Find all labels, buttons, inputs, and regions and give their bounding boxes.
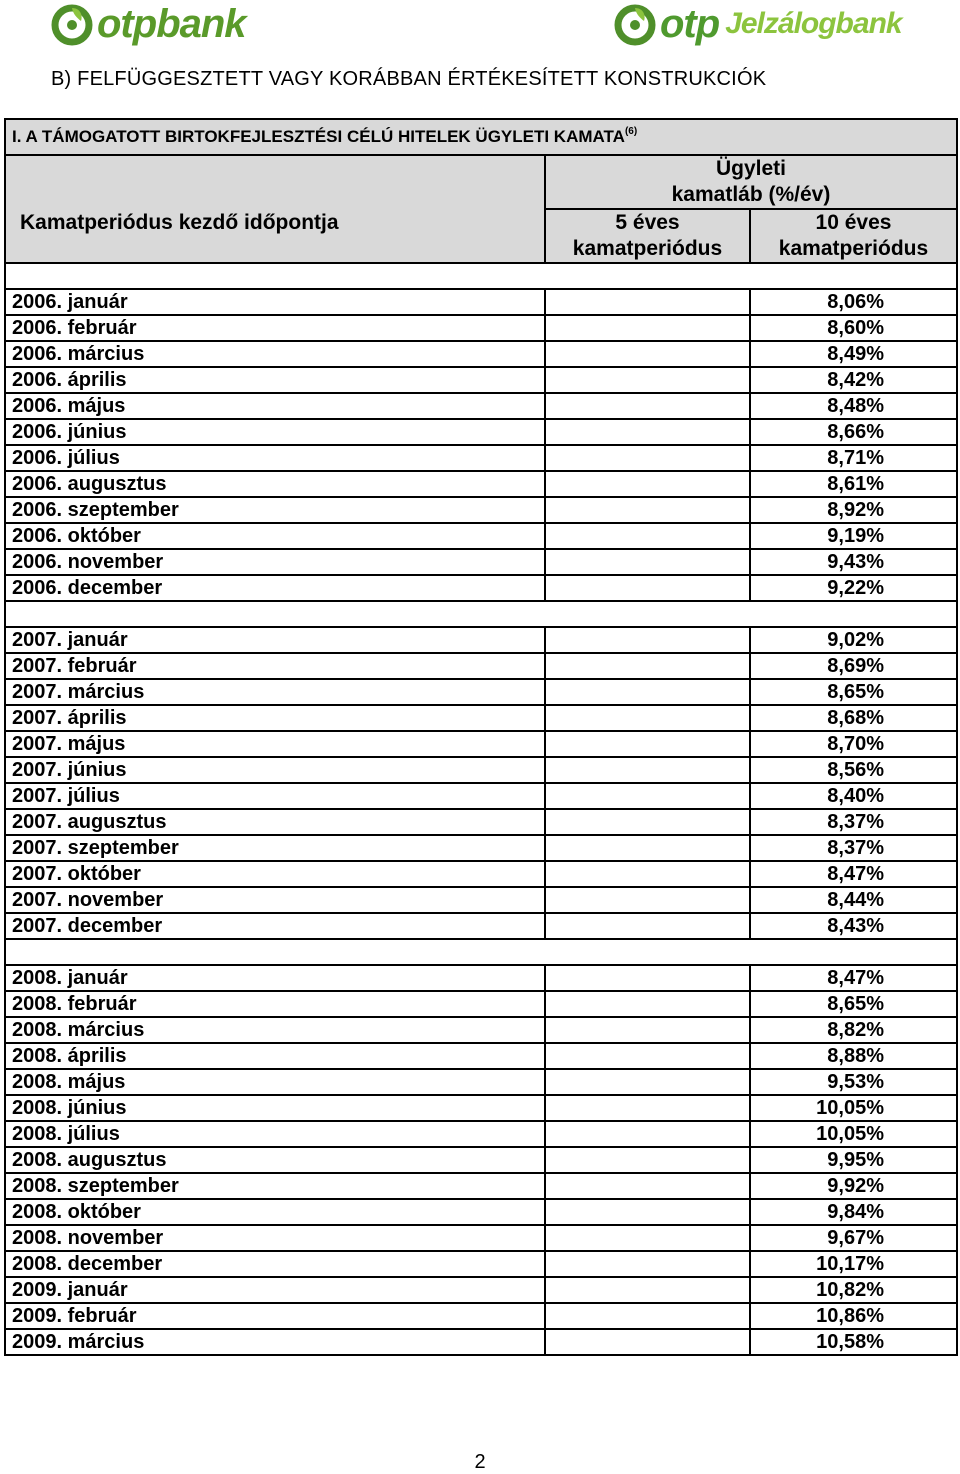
five-year-rate-cell	[545, 367, 750, 393]
period-cell: 2007. június	[5, 757, 545, 783]
table-row	[5, 445, 957, 471]
five-year-header-line1: 5 éves	[615, 211, 680, 234]
ten-year-rate-cell: 8,65%	[750, 991, 957, 1017]
five-year-rate-cell	[545, 913, 750, 939]
table-row	[5, 1095, 957, 1121]
ten-year-rate-cell: 8,56%	[750, 757, 957, 783]
five-year-rate-cell	[545, 471, 750, 497]
table-row	[5, 367, 957, 393]
footnote-ref: (6)	[624, 126, 638, 137]
table-row	[5, 887, 957, 913]
ten-year-rate-cell: 8,44%	[750, 887, 957, 913]
table-row	[5, 991, 957, 1017]
five-year-rate-cell	[545, 1251, 750, 1277]
ten-year-rate-cell: 9,84%	[750, 1199, 957, 1225]
table-row	[5, 835, 957, 861]
spacer-cell	[5, 601, 957, 627]
five-year-rate-cell	[545, 835, 750, 861]
ten-year-rate-cell: 8,71%	[750, 445, 957, 471]
spacer-cell	[5, 939, 957, 965]
ten-year-rate-cell: 9,53%	[750, 1069, 957, 1095]
table-row	[5, 575, 957, 601]
ten-year-rate-cell: 10,82%	[750, 1277, 957, 1303]
table-row	[5, 1069, 957, 1095]
period-cell: 2008. május	[5, 1069, 545, 1095]
group-spacer-row	[5, 263, 957, 289]
ten-year-rate-cell: 8,65%	[750, 679, 957, 705]
period-cell: 2008. szeptember	[5, 1173, 545, 1199]
table-row	[5, 1225, 957, 1251]
five-year-rate-cell	[545, 965, 750, 991]
period-cell: 2006. március	[5, 341, 545, 367]
otp-leaf-icon	[50, 2, 94, 46]
period-cell: 2007. augusztus	[5, 809, 545, 835]
ten-year-rate-cell: 8,42%	[750, 367, 957, 393]
table-row	[5, 1251, 957, 1277]
five-year-rate-cell	[545, 653, 750, 679]
ten-year-rate-cell: 8,88%	[750, 1043, 957, 1069]
period-cell: 2007. március	[5, 679, 545, 705]
table-title-row	[5, 119, 957, 155]
five-year-rate-cell	[545, 757, 750, 783]
five-year-header	[545, 209, 750, 263]
table-row	[5, 471, 957, 497]
period-cell: 2008. november	[5, 1225, 545, 1251]
otp-jelzalogbank-logo	[613, 2, 902, 46]
period-cell: 2008. október	[5, 1199, 545, 1225]
period-cell: 2006. augusztus	[5, 471, 545, 497]
table-row	[5, 1329, 957, 1355]
period-cell: 2008. június	[5, 1095, 545, 1121]
table-title-text: I. A TÁMOGATOTT BIRTOKFEJLESZTÉSI CÉLÚ HITELEK ÜGYLETI KAMATA	[12, 127, 625, 146]
ten-year-rate-cell: 8,47%	[750, 861, 957, 887]
period-cell: 2006. november	[5, 549, 545, 575]
ten-year-rate-cell: 8,68%	[750, 705, 957, 731]
otp-leaf-icon	[613, 2, 657, 46]
table-row	[5, 523, 957, 549]
ten-year-rate-cell: 10,17%	[750, 1251, 957, 1277]
interest-rate-table	[4, 118, 958, 1356]
table-row	[5, 419, 957, 445]
table-row	[5, 627, 957, 653]
period-cell: 2006. június	[5, 419, 545, 445]
table-row	[5, 1121, 957, 1147]
period-cell: 2006. október	[5, 523, 545, 549]
table-row	[5, 1017, 957, 1043]
five-year-rate-cell	[545, 1147, 750, 1173]
period-cell: 2006. szeptember	[5, 497, 545, 523]
ten-year-rate-cell: 8,61%	[750, 471, 957, 497]
rate-header-line2: kamatláb (%/év)	[671, 183, 831, 206]
ten-year-rate-cell: 8,69%	[750, 653, 957, 679]
group-spacer-row	[5, 939, 957, 965]
five-year-rate-cell	[545, 809, 750, 835]
five-year-rate-cell	[545, 887, 750, 913]
ten-year-rate-cell: 8,66%	[750, 419, 957, 445]
ten-year-rate-cell: 8,60%	[750, 315, 957, 341]
table-row	[5, 497, 957, 523]
ten-year-rate-cell: 8,37%	[750, 809, 957, 835]
table-row	[5, 549, 957, 575]
spacer-cell	[5, 263, 957, 289]
period-cell: 2008. december	[5, 1251, 545, 1277]
five-year-rate-cell	[545, 497, 750, 523]
group-spacer-row	[5, 601, 957, 627]
period-cell: 2008. július	[5, 1121, 545, 1147]
period-cell: 2007. július	[5, 783, 545, 809]
five-year-rate-cell	[545, 1121, 750, 1147]
five-year-rate-cell	[545, 731, 750, 757]
five-year-rate-cell	[545, 549, 750, 575]
ten-year-rate-cell: 8,82%	[750, 1017, 957, 1043]
otp-logo-text: otp	[660, 2, 720, 46]
table-row	[5, 1173, 957, 1199]
period-cell: 2009. január	[5, 1277, 545, 1303]
ten-year-header-line2: kamatperiódus	[778, 237, 929, 260]
otpbank-logo	[50, 2, 246, 46]
header-logos	[0, 0, 960, 52]
period-cell: 2007. április	[5, 705, 545, 731]
five-year-rate-cell	[545, 679, 750, 705]
period-cell: 2007. december	[5, 913, 545, 939]
table-row	[5, 289, 957, 315]
ten-year-rate-cell: 10,86%	[750, 1303, 957, 1329]
five-year-rate-cell	[545, 341, 750, 367]
period-start-header	[5, 155, 545, 263]
table-row	[5, 965, 957, 991]
ten-year-rate-cell: 8,47%	[750, 965, 957, 991]
five-year-rate-cell	[545, 575, 750, 601]
ten-year-rate-cell: 8,70%	[750, 731, 957, 757]
period-cell: 2008. március	[5, 1017, 545, 1043]
ten-year-rate-cell: 10,05%	[750, 1095, 957, 1121]
period-cell: 2007. november	[5, 887, 545, 913]
table-row	[5, 913, 957, 939]
table-row	[5, 679, 957, 705]
table-row	[5, 1303, 957, 1329]
ten-year-header	[750, 209, 957, 263]
ten-year-rate-cell: 8,37%	[750, 835, 957, 861]
five-year-rate-cell	[545, 315, 750, 341]
ten-year-rate-cell: 9,67%	[750, 1225, 957, 1251]
ten-year-header-line1: 10 éves	[815, 211, 892, 234]
period-cell: 2009. február	[5, 1303, 545, 1329]
ten-year-rate-cell: 8,43%	[750, 913, 957, 939]
ten-year-rate-cell: 8,06%	[750, 289, 957, 315]
five-year-rate-cell	[545, 445, 750, 471]
period-cell: 2007. január	[5, 627, 545, 653]
five-year-rate-cell	[545, 289, 750, 315]
five-year-rate-cell	[545, 783, 750, 809]
ten-year-rate-cell: 9,43%	[750, 549, 957, 575]
period-cell: 2007. május	[5, 731, 545, 757]
rate-header-line1: Ügyleti	[715, 157, 786, 180]
five-year-rate-cell	[545, 1329, 750, 1355]
table-row	[5, 783, 957, 809]
five-year-rate-cell	[545, 1199, 750, 1225]
period-cell: 2006. május	[5, 393, 545, 419]
five-year-rate-cell	[545, 419, 750, 445]
period-cell: 2006. december	[5, 575, 545, 601]
ten-year-rate-cell: 8,48%	[750, 393, 957, 419]
otpbank-logo-text: otpbank	[97, 2, 246, 46]
ten-year-rate-cell: 9,02%	[750, 627, 957, 653]
period-cell: 2008. április	[5, 1043, 545, 1069]
jelzalogbank-logo-text: Jelzálogbank	[725, 7, 902, 40]
five-year-rate-cell	[545, 1303, 750, 1329]
five-year-rate-cell	[545, 991, 750, 1017]
five-year-rate-cell	[545, 1069, 750, 1095]
table-row	[5, 1199, 957, 1225]
five-year-rate-cell	[545, 1225, 750, 1251]
ten-year-rate-cell: 9,92%	[750, 1173, 957, 1199]
table-row	[5, 809, 957, 835]
section-title: B) FELFÜGGESZTETT VAGY KORÁBBAN ÉRTÉKESÍTETT KONSTRUKCIÓK	[51, 68, 767, 90]
table-row	[5, 705, 957, 731]
period-cell: 2006. április	[5, 367, 545, 393]
five-year-rate-cell	[545, 1043, 750, 1069]
five-year-rate-cell	[545, 1277, 750, 1303]
period-cell: 2008. január	[5, 965, 545, 991]
period-cell: 2007. február	[5, 653, 545, 679]
ten-year-rate-cell: 8,49%	[750, 341, 957, 367]
table-row	[5, 653, 957, 679]
ten-year-rate-cell: 8,92%	[750, 497, 957, 523]
page-number: 2	[474, 1451, 486, 1473]
ten-year-rate-cell: 9,19%	[750, 523, 957, 549]
table-row	[5, 861, 957, 887]
period-cell: 2007. október	[5, 861, 545, 887]
five-year-rate-cell	[545, 705, 750, 731]
period-cell: 2006. február	[5, 315, 545, 341]
five-year-rate-cell	[545, 523, 750, 549]
five-year-rate-cell	[545, 1173, 750, 1199]
five-year-rate-cell	[545, 1095, 750, 1121]
table-row	[5, 315, 957, 341]
table-row	[5, 341, 957, 367]
ten-year-rate-cell: 10,58%	[750, 1329, 957, 1355]
ten-year-rate-cell: 8,40%	[750, 783, 957, 809]
period-cell: 2008. február	[5, 991, 545, 1017]
period-cell: 2007. szeptember	[5, 835, 545, 861]
ten-year-rate-cell: 9,95%	[750, 1147, 957, 1173]
period-start-header-text: Kamatperiódus kezdő időpontja	[20, 211, 339, 234]
table-row	[5, 731, 957, 757]
table-row	[5, 1043, 957, 1069]
period-cell: 2006. január	[5, 289, 545, 315]
period-cell: 2006. július	[5, 445, 545, 471]
five-year-rate-cell	[545, 1017, 750, 1043]
table-title	[5, 119, 957, 155]
five-year-rate-cell	[545, 861, 750, 887]
five-year-rate-cell	[545, 627, 750, 653]
table-row	[5, 393, 957, 419]
period-cell: 2009. március	[5, 1329, 545, 1355]
table-row	[5, 757, 957, 783]
period-cell: 2008. augusztus	[5, 1147, 545, 1173]
table-row	[5, 1147, 957, 1173]
ten-year-rate-cell: 9,22%	[750, 575, 957, 601]
table-header-row	[5, 155, 957, 209]
five-year-header-line2: kamatperiódus	[572, 237, 723, 260]
five-year-rate-cell	[545, 393, 750, 419]
ten-year-rate-cell: 10,05%	[750, 1121, 957, 1147]
table-row	[5, 1277, 957, 1303]
rate-header	[545, 155, 957, 209]
